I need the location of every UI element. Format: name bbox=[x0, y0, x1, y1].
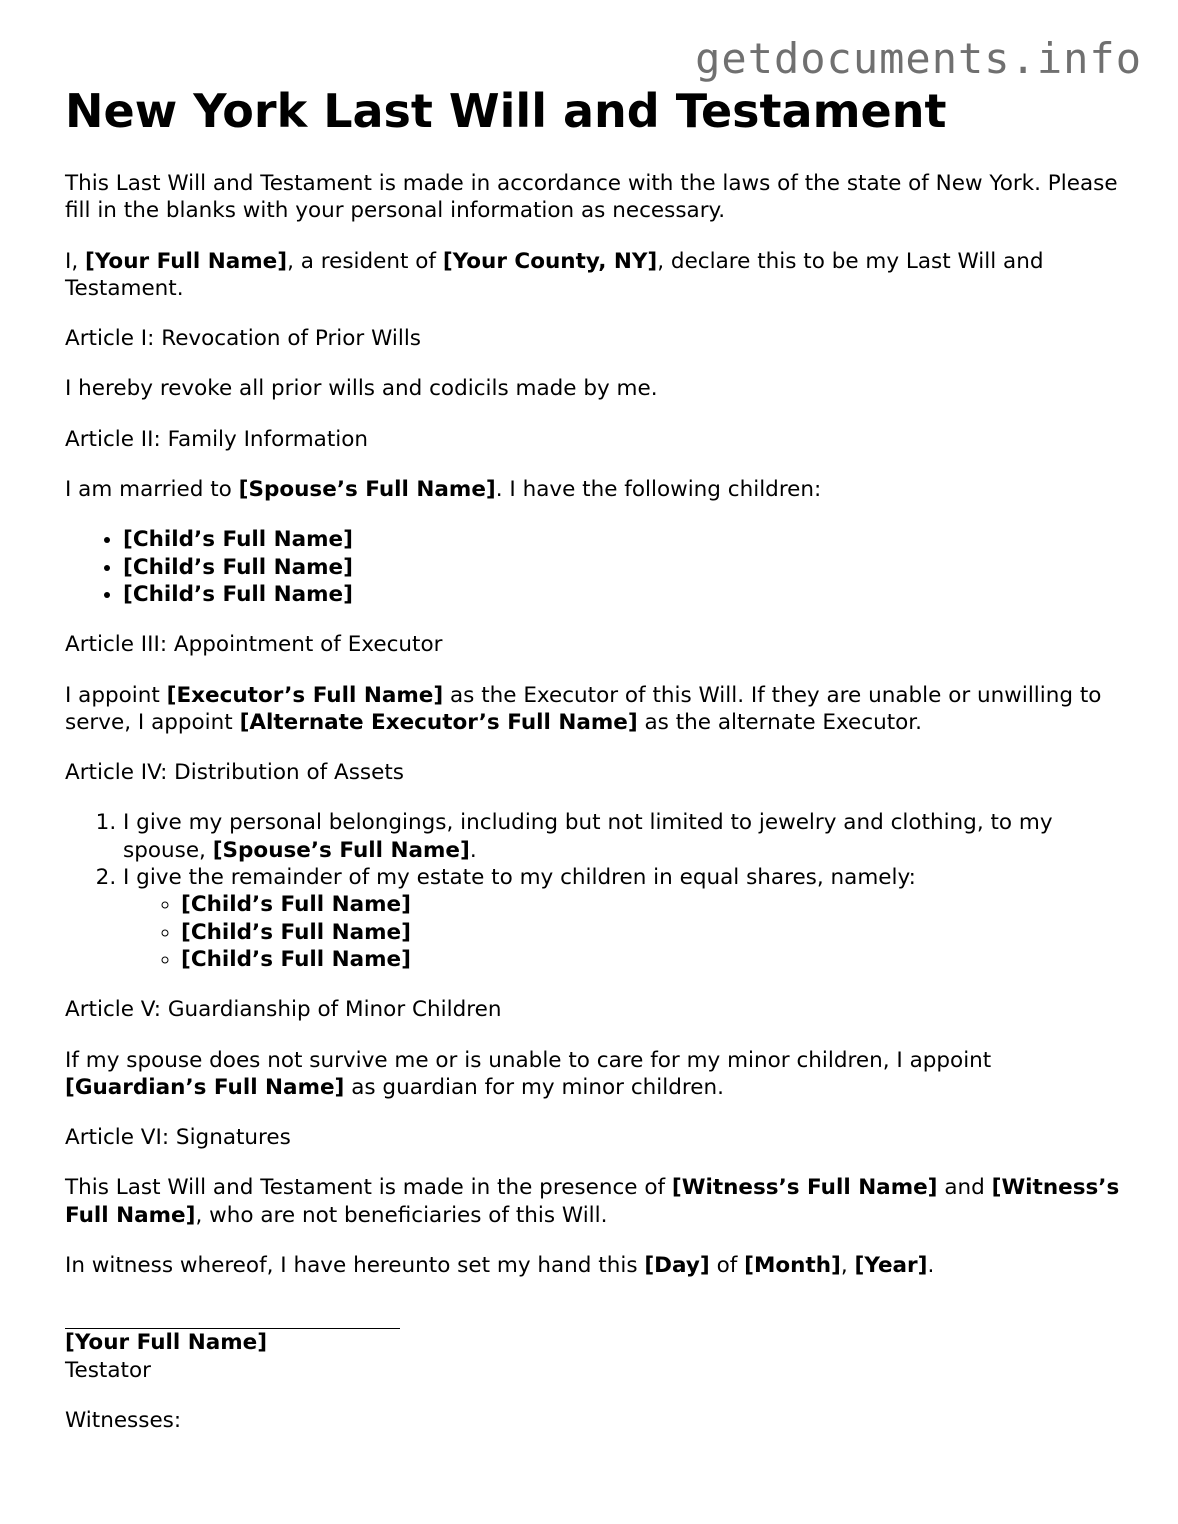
item-1-pre: I give my personal belongings, including but not limited to jewelry and clothing, to my spouse, bbox=[123, 810, 1053, 863]
item-1-post: . bbox=[469, 837, 477, 863]
distribution-list bbox=[65, 809, 1125, 973]
article-5-text bbox=[65, 1047, 1125, 1102]
witness-clause bbox=[65, 1252, 1125, 1279]
article-2-pre: I am married to bbox=[65, 477, 239, 503]
article-6-heading: Article VI: Signatures bbox=[65, 1125, 291, 1151]
article-1-text: I hereby revoke all prior wills and codicils made by me. bbox=[65, 376, 658, 402]
child-name-blank: [Child’s Full Name] bbox=[123, 527, 353, 553]
child-name-blank: [Child’s Full Name] bbox=[123, 581, 353, 607]
watermark: getdocuments.info bbox=[695, 34, 1142, 83]
testator-name-blank: [Your Full Name] bbox=[85, 248, 288, 274]
intro-paragraph: This Last Will and Testament is made in accordance with the laws of the state of New York. Please fill in the blanks with your personal information as necessary. bbox=[65, 171, 1118, 224]
list-item bbox=[123, 864, 1125, 973]
child-name-blank: [Child’s Full Name] bbox=[181, 892, 411, 918]
witness-clause-of: of bbox=[709, 1253, 745, 1279]
article-6-post: , who are not beneficiaries of this Will. bbox=[195, 1202, 608, 1228]
guardian-name-blank: [Guardian’s Full Name] bbox=[65, 1074, 345, 1100]
article-2-text bbox=[65, 476, 1125, 503]
article-6-mid: and bbox=[937, 1175, 992, 1201]
witness-clause-end: . bbox=[927, 1253, 935, 1279]
executor-name-blank: [Executor’s Full Name] bbox=[166, 682, 444, 708]
article-3-post: as the alternate Executor. bbox=[637, 709, 923, 735]
article-2-post: . I have the following children: bbox=[495, 477, 822, 503]
witnesses-label: Witnesses: bbox=[65, 1407, 182, 1433]
article-5-post: as guardian for my minor children. bbox=[344, 1074, 724, 1100]
article-6-pre: This Last Will and Testament is made in the presence of bbox=[65, 1175, 672, 1201]
document-title: New York Last Will and Testament bbox=[65, 84, 947, 138]
document-body bbox=[65, 82, 1125, 1434]
children-list bbox=[65, 526, 1125, 608]
alternate-executor-blank: [Alternate Executor’s Full Name] bbox=[239, 709, 638, 735]
witness-clause-pre: In witness whereof, I have hereunto set my hand this bbox=[65, 1253, 645, 1279]
child-name-blank: [Child’s Full Name] bbox=[123, 554, 353, 580]
article-2-heading: Article II: Family Information bbox=[65, 426, 369, 452]
month-blank: [Month] bbox=[744, 1253, 841, 1279]
list-item bbox=[181, 946, 1125, 973]
declaration-mid: , a resident of bbox=[287, 248, 443, 274]
article-3-heading: Article III: Appointment of Executor bbox=[65, 632, 443, 658]
declaration-post: , declare this to be my Last Will and Testament. bbox=[65, 248, 1044, 301]
child-name-blank: [Child’s Full Name] bbox=[181, 946, 411, 972]
article-5-pre: If my spouse does not survive me or is unable to care for my minor children, I appoint bbox=[65, 1047, 992, 1073]
article-4-heading: Article IV: Distribution of Assets bbox=[65, 760, 404, 786]
county-blank: [Your County, NY] bbox=[442, 248, 658, 274]
item-2-text: I give the remainder of my estate to my children in equal shares, namely: bbox=[123, 865, 916, 891]
day-blank: [Day] bbox=[644, 1253, 710, 1279]
testator-name-blank: [Your Full Name] bbox=[65, 1330, 268, 1356]
list-item bbox=[181, 891, 1125, 918]
article-3-mid: as the Executor of this Will. If they are unable or unwilling to serve, I appoint bbox=[65, 682, 1102, 735]
article-6-text bbox=[65, 1174, 1125, 1229]
declaration-paragraph bbox=[65, 248, 1125, 303]
child-name-blank: [Child’s Full Name] bbox=[181, 919, 411, 945]
list-item bbox=[181, 919, 1125, 946]
article-5-heading: Article V: Guardianship of Minor Children bbox=[65, 997, 502, 1023]
list-item bbox=[123, 809, 1125, 864]
witness-name-blank: [Witness’s Full Name] bbox=[65, 1175, 1120, 1228]
year-blank: [Year] bbox=[854, 1253, 928, 1279]
article-1-heading: Article I: Revocation of Prior Wills bbox=[65, 326, 422, 352]
spouse-name-blank: [Spouse’s Full Name] bbox=[212, 837, 470, 863]
signature-role: Testator bbox=[65, 1357, 151, 1383]
list-item bbox=[123, 554, 1125, 581]
witness-clause-comma: , bbox=[840, 1253, 855, 1279]
heirs-list bbox=[123, 891, 1125, 973]
witness-name-blank: [Witness’s Full Name] bbox=[671, 1175, 938, 1201]
signature-name bbox=[65, 1329, 1125, 1356]
list-item bbox=[123, 581, 1125, 608]
declaration-pre: I, bbox=[65, 248, 86, 274]
spouse-name-blank: [Spouse’s Full Name] bbox=[238, 477, 496, 503]
article-3-pre: I appoint bbox=[65, 682, 167, 708]
article-3-text bbox=[65, 682, 1125, 737]
list-item bbox=[123, 526, 1125, 553]
